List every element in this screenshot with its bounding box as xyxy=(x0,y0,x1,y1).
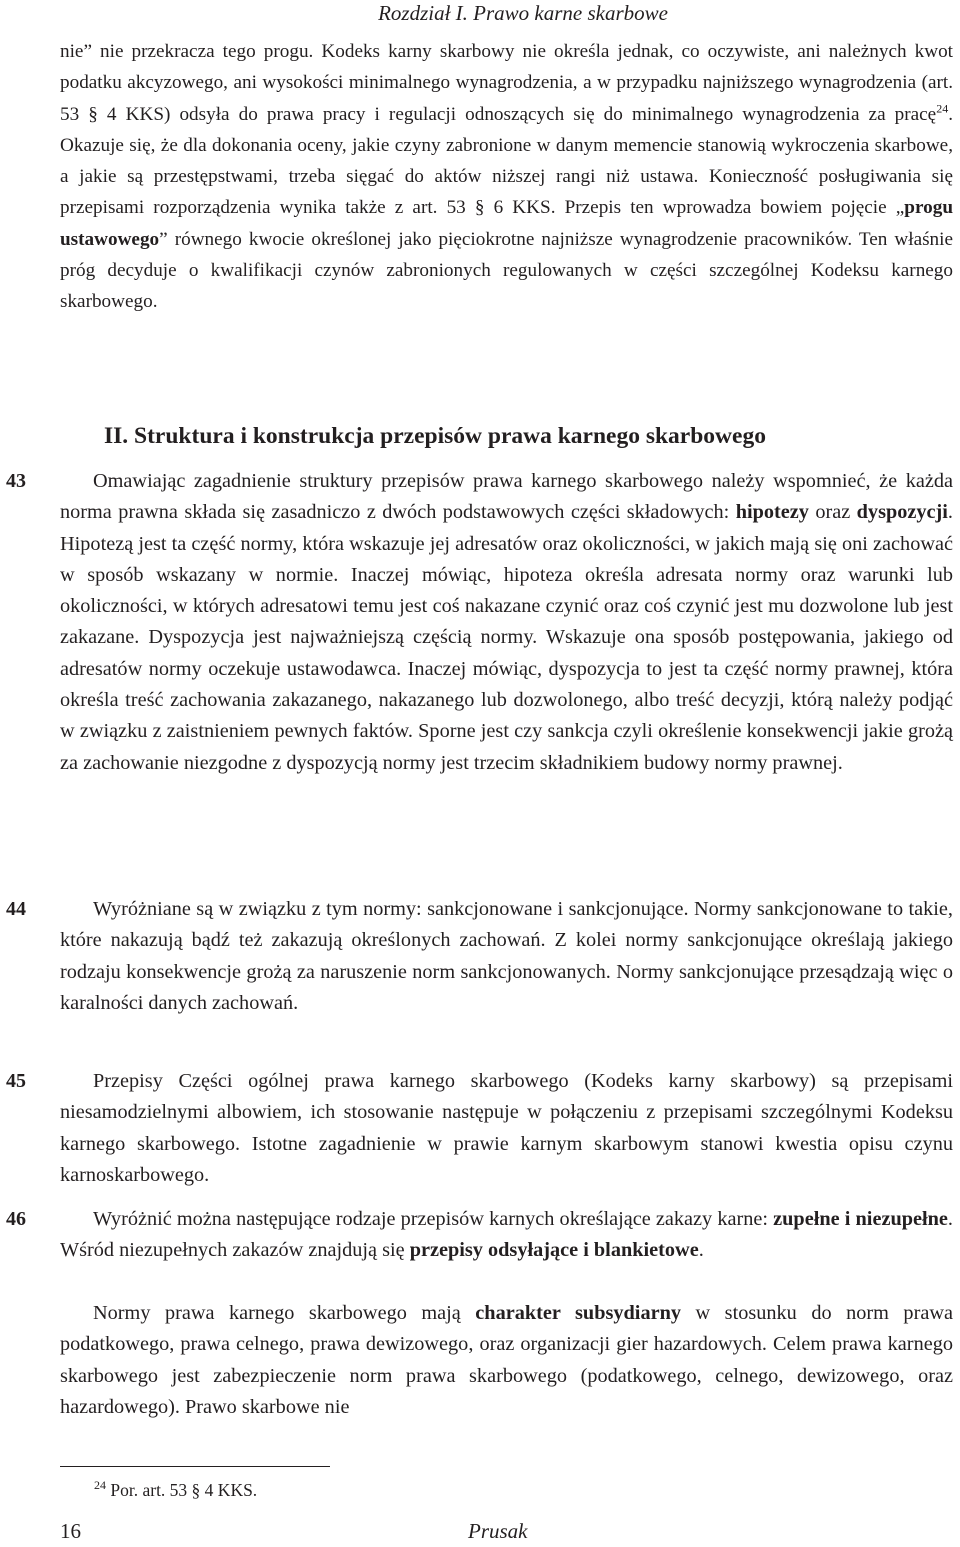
footnote-text: Por. art. 53 § 4 KKS. xyxy=(106,1480,258,1500)
section-heading: II. Struktura i konstrukcja przepisów prawa karnego skarbowego xyxy=(104,423,766,449)
intro-paragraph xyxy=(60,36,953,318)
norms-text-a: Normy prawa karnego skarbowego mają xyxy=(93,1302,476,1324)
paragraph-43 xyxy=(60,466,953,779)
term-hipotezy: hipotezy xyxy=(735,501,809,524)
p43-text-d: . Hipotezą jest ta część normy, która wskazuje jej adresatów oraz okoliczności, w jakich mają się oni zachować w sposób wskazany w normie. Inaczej mówiąc, hipoteza określa adresata normy oraz warunki lub okoliczności, w których adresatowi temu jest coś nakazane czynić oraz coś czynić jest mu dozwolone lub jest zakazane. Dyspozycja jest najważniejszą częścią normy. Wskazuje ona sposób postępowania, jakiego od adresatów normy oczekuje ustawodawca. Inaczej mówiąc, dyspozycja to jest ta część normy prawnej, która określa treść zachowania zakazanego, nakazanego lub dozwolonego, albo treść decyzji, którą należy podjąć w związku z zaistnieniem pewnych faktów. Sporne jest czy sankcja czyli określenie konsekwencji jakie grożą za zachowanie niezgodne z dyspozycją normy jest trzecim składnikiem budowy normy prawnej. xyxy=(60,501,953,774)
running-header: Rozdział I. Prawo karne skarbowe xyxy=(378,1,668,25)
p46-text-a: Wyróżnić można następujące rodzaje przepisów karnych określające zakazy karne: xyxy=(93,1208,774,1230)
p45-text: Przepisy Części ogólnej prawa karnego skarbowego (Kodeks karny skarbowy) są przepisami niesamodzielnymi albowiem, ich stosowanie następuje w połączeniu z przepisami szczególnymi Kodeksu karnego skarbowego. Istotne zagadnienie w prawie karnym skarbowym stanowi kwestia opisu czynu karnoskarbowego. xyxy=(60,1070,953,1186)
term-zupelne-niezupelne: zupełne i niezupełne xyxy=(773,1208,948,1230)
footnote-reference: 24 xyxy=(936,101,949,116)
p46-text-c: . Wśród niezupełnych zakazów znajdują się xyxy=(60,1208,953,1262)
p46-text-d: . xyxy=(698,1239,704,1262)
p44-text: Wyróżniane są w związku z tym normy: sankcjonowane i sankcjonujące. Normy sankcjonowane to takie, które nakazują bądź też zakazują określonych zachowań. Z kolei normy sankcjonujące określają jakiego rodzaju konsekwencje grożą za naruszenie norm sankcjonowanych. Normy sankcjonujące przesądzają więc o karalności danych zachowań. xyxy=(60,898,953,1014)
p43-text-c: oraz xyxy=(808,501,857,524)
p43-text-a: Omawiając zagadnienie struktury przepisów prawa karnego skarbowego należy wspomnieć, że każda norma prawna składa się zasadniczo z dwóch podstawowych części składowych: xyxy=(60,470,953,524)
footer-author: Prusak xyxy=(468,1519,528,1543)
paragraph-44 xyxy=(60,894,953,1019)
term-charakter-subsydiarny: charakter subsydiarny xyxy=(475,1302,682,1324)
margin-number-46: 46 xyxy=(6,1208,26,1230)
margin-number-43: 43 xyxy=(6,470,26,492)
term-dyspozycji: dyspozycji xyxy=(856,501,948,524)
intro-text-2: . Okazuje się, że dla dokonania oceny, jakie czyny zabronione w danym memencie stanowią wykroczenia skarbowe, a jakie są przestępstwami, trzeba sięgać do aktów niższej rangi niż ustawa. Konieczność posługiwania się przepisami rozporządzenia wynika także z art. 53 § 6 KKS. Przepis ten wprowadza bowiem pojęcie „ xyxy=(60,103,953,219)
footnote-number: 24 xyxy=(94,1478,106,1493)
margin-number-45: 45 xyxy=(6,1070,26,1092)
norms-text-c: w stosunku do norm prawa podatkowego, prawa celnego, prawa dewizowego, oraz organizacji gier hazardowych. Celem prawa karnego skarbowego jest zabezpieczenie norm prawa skarbowego (podatkowego, celnego, dewizowego, oraz hazardowego). Prawo skarbowe nie xyxy=(60,1302,953,1418)
intro-text-3: ” równego kwocie określonej jako pięciokrotne najniższe wynagrodzenie pracowników. Ten właśnie próg decyduje o kwalifikacji czynów zabronionych regulowanych w części szczególnej Kodeksu karnego skarbowego. xyxy=(60,228,953,313)
page-number: 16 xyxy=(60,1519,81,1543)
paragraph-46 xyxy=(60,1204,953,1267)
term-przepisy-odsylajace: przepisy odsyłające i blankietowe xyxy=(409,1239,699,1262)
footnote-divider xyxy=(60,1466,330,1467)
term-progu-ustawowego: progu ustawowego xyxy=(60,197,953,250)
paragraph-norms xyxy=(60,1298,953,1423)
footnote xyxy=(94,1478,257,1502)
intro-text-1: nie” nie przekracza tego progu. Kodeks karny skarbowy nie określa jednak, co oczywiste, ani należnych kwot podatku akcyzowego, ani wysokości minimalnego wynagrodzenia, a w przypadku najniższego wynagrodzenia (art. 53 § 4 KKS) odsyła do prawa pracy i regulacji odnoszących się do minimalnego wynagrodzenia za pracę xyxy=(60,41,953,125)
margin-number-44: 44 xyxy=(6,898,26,920)
paragraph-45 xyxy=(60,1066,953,1191)
